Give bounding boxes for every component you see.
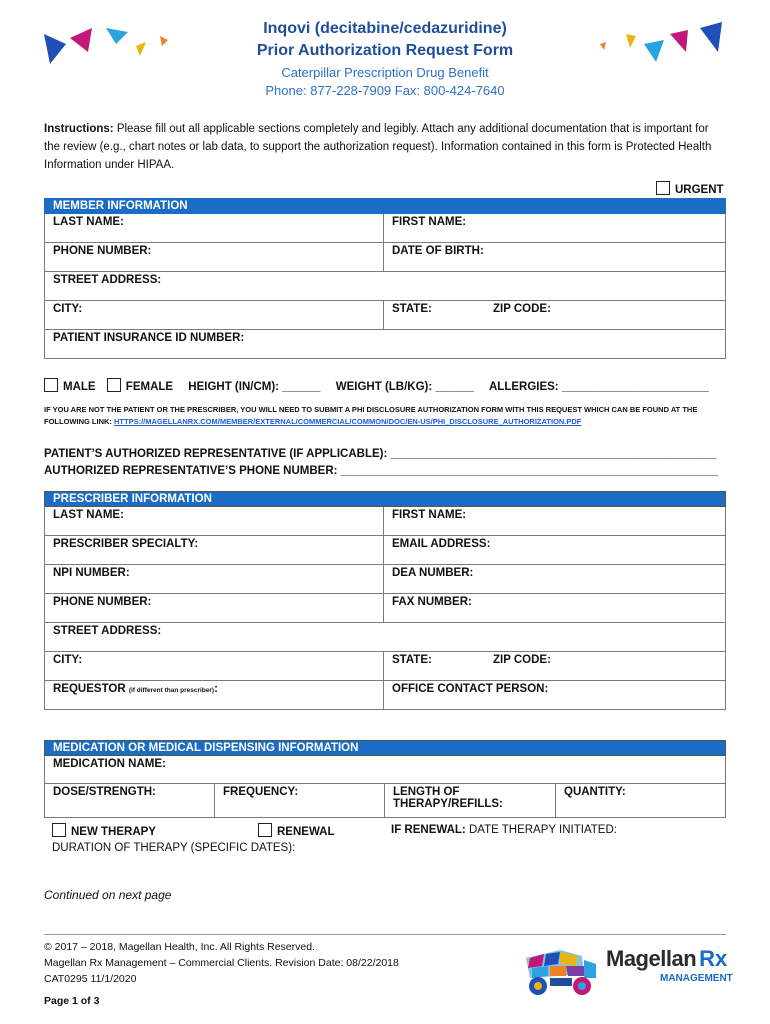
prescriber-information-table: [44, 491, 726, 710]
requestor-note: (if different than prescriber): [128, 687, 215, 694]
prescriber-last-name-field[interactable]: LAST NAME:: [45, 507, 384, 536]
prescriber-email-field[interactable]: EMAIL ADDRESS:: [384, 536, 726, 565]
medication-section-header: MEDICATION OR MEDICAL DISPENSING INFORMATION: [45, 741, 726, 756]
renewal-date-field[interactable]: [391, 824, 617, 836]
logo-brand-rx: Rx: [699, 946, 728, 971]
member-section-header: MEMBER INFORMATION: [45, 199, 726, 214]
member-last-name-field[interactable]: LAST NAME:: [45, 214, 384, 243]
member-dob-field[interactable]: DATE OF BIRTH:: [384, 243, 726, 272]
form-subtitle: Prior Authorization Request Form: [256, 42, 514, 59]
quantity-field[interactable]: QUANTITY:: [556, 784, 726, 818]
prescriber-city-field[interactable]: CITY:: [45, 652, 384, 681]
prescriber-phone-field[interactable]: PHONE NUMBER:: [45, 594, 384, 623]
new-therapy-checkbox[interactable]: [52, 823, 66, 837]
medication-name-field[interactable]: MEDICATION NAME:: [45, 756, 726, 784]
continued-note: Continued on next page: [44, 888, 172, 902]
male-label: MALE: [63, 381, 96, 393]
renewal-label: RENEWAL: [277, 826, 335, 838]
disclosure-notice: [44, 404, 724, 428]
frequency-field[interactable]: FREQUENCY:: [215, 784, 385, 818]
weight-field[interactable]: WEIGHT (LB/KG): ______: [335, 381, 474, 393]
new-therapy-option[interactable]: [52, 823, 156, 838]
logo-tagline: MANAGEMENT: [660, 973, 733, 984]
instructions-text: Please fill out all applicable sections completely and legibly. Attach any additional documentation that is important for the review (e.g., chart notes or lab data, to support the authorization request). Information contained in this form is Protected Health Information under HIPAA.: [44, 123, 712, 171]
office-contact-field[interactable]: OFFICE CONTACT PERSON:: [384, 681, 726, 710]
representative-field[interactable]: PATIENT’S AUTHORIZED REPRESENTATIVE (IF APPLICABLE): ___________________________________________________: [44, 448, 717, 460]
medication-information-table: [44, 740, 726, 818]
male-option[interactable]: [44, 381, 96, 393]
member-phone-field[interactable]: PHONE NUMBER:: [45, 243, 384, 272]
prescriber-specialty-field[interactable]: PRESCRIBER SPECIALTY:: [45, 536, 384, 565]
if-renewal-label: IF RENEWAL:: [391, 824, 466, 836]
prescriber-zip-field[interactable]: ZIP CODE:: [485, 652, 726, 681]
female-checkbox[interactable]: [107, 378, 121, 392]
demographics-row: [44, 378, 734, 393]
urgent-label: URGENT: [675, 184, 724, 196]
magellan-logo: [606, 946, 727, 972]
prescriber-section-header: PRESCRIBER INFORMATION: [45, 492, 726, 507]
height-field[interactable]: HEIGHT (IN/CM): ______: [188, 381, 321, 393]
female-option[interactable]: [107, 381, 173, 393]
member-zip-field[interactable]: ZIP CODE:: [485, 301, 726, 330]
prescriber-first-name-field[interactable]: FIRST NAME:: [384, 507, 726, 536]
page-number: Page 1 of 3: [44, 995, 100, 1007]
new-therapy-label: NEW THERAPY: [71, 826, 156, 838]
footer-code: CAT0295 11/1/2020: [44, 973, 137, 985]
requestor-label: REQUESTOR: [53, 683, 126, 695]
prescriber-street-field[interactable]: STREET ADDRESS:: [45, 623, 726, 652]
instructions-label: Instructions:: [44, 123, 114, 135]
representative-phone-field[interactable]: AUTHORIZED REPRESENTATIVE’S PHONE NUMBER: ___________________________________________________________: [44, 465, 719, 477]
prescriber-state-field[interactable]: STATE:: [384, 652, 486, 681]
prescriber-fax-field[interactable]: FAX NUMBER:: [384, 594, 726, 623]
member-street-field[interactable]: STREET ADDRESS:: [45, 272, 726, 301]
requestor-field[interactable]: [45, 681, 384, 710]
footer-divider: [44, 934, 726, 935]
contact-info: Phone: 877-228-7909 Fax: 800-424-7640: [265, 83, 505, 98]
if-renewal-text: DATE THERAPY INITIATED:: [465, 824, 617, 836]
urgent-option[interactable]: [656, 181, 724, 196]
member-first-name-field[interactable]: FIRST NAME:: [384, 214, 726, 243]
benefit-name: Caterpillar Prescription Drug Benefit: [281, 65, 489, 80]
prescriber-npi-field[interactable]: NPI NUMBER:: [45, 565, 384, 594]
disclosure-text: IF YOU ARE NOT THE PATIENT OR THE PRESCRIBER, YOU WILL NEED TO SUBMIT A PHI DISCLOSURE AUTHORIZATION FORM WITH THIS REQUEST WHICH CAN BE FOUND AT THE FOLLOWING LINK:: [44, 405, 698, 426]
member-insurance-id-field[interactable]: PATIENT INSURANCE ID NUMBER:: [45, 330, 726, 359]
disclosure-link[interactable]: HTTPS://MAGELLANRX.COM/MEMBER/EXTERNAL/COMMERCIAL/COMMON/DOC/EN-US/PHI_DISCLOSURE_AUTHORIZATION.PDF: [114, 417, 582, 426]
footer-revision: Magellan Rx Management – Commercial Clients. Revision Date: 08/22/2018: [44, 957, 399, 969]
logo-brand: Magellan: [606, 946, 697, 971]
instructions: [44, 120, 724, 174]
form-title: Inqovi (decitabine/cedazuridine): [263, 20, 507, 37]
truck-mosaic-icon: [520, 944, 600, 1000]
requestor-colon: :: [214, 683, 218, 695]
urgent-checkbox[interactable]: [656, 181, 670, 195]
member-city-field[interactable]: CITY:: [45, 301, 384, 330]
allergies-field[interactable]: ALLERGIES: _______________________: [489, 381, 709, 393]
footer-copyright: © 2017 – 2018, Magellan Health, Inc. All Rights Reserved.: [44, 941, 315, 953]
renewal-option[interactable]: [258, 823, 335, 838]
renewal-checkbox[interactable]: [258, 823, 272, 837]
duration-of-therapy-field[interactable]: DURATION OF THERAPY (SPECIFIC DATES):: [52, 842, 296, 854]
length-of-therapy-field[interactable]: LENGTH OF THERAPY/REFILLS:: [385, 784, 556, 818]
prescriber-dea-field[interactable]: DEA NUMBER:: [384, 565, 726, 594]
member-information-table: [44, 198, 726, 359]
dose-strength-field[interactable]: DOSE/STRENGTH:: [45, 784, 215, 818]
male-checkbox[interactable]: [44, 378, 58, 392]
female-label: FEMALE: [125, 381, 174, 393]
member-state-field[interactable]: STATE:: [384, 301, 486, 330]
